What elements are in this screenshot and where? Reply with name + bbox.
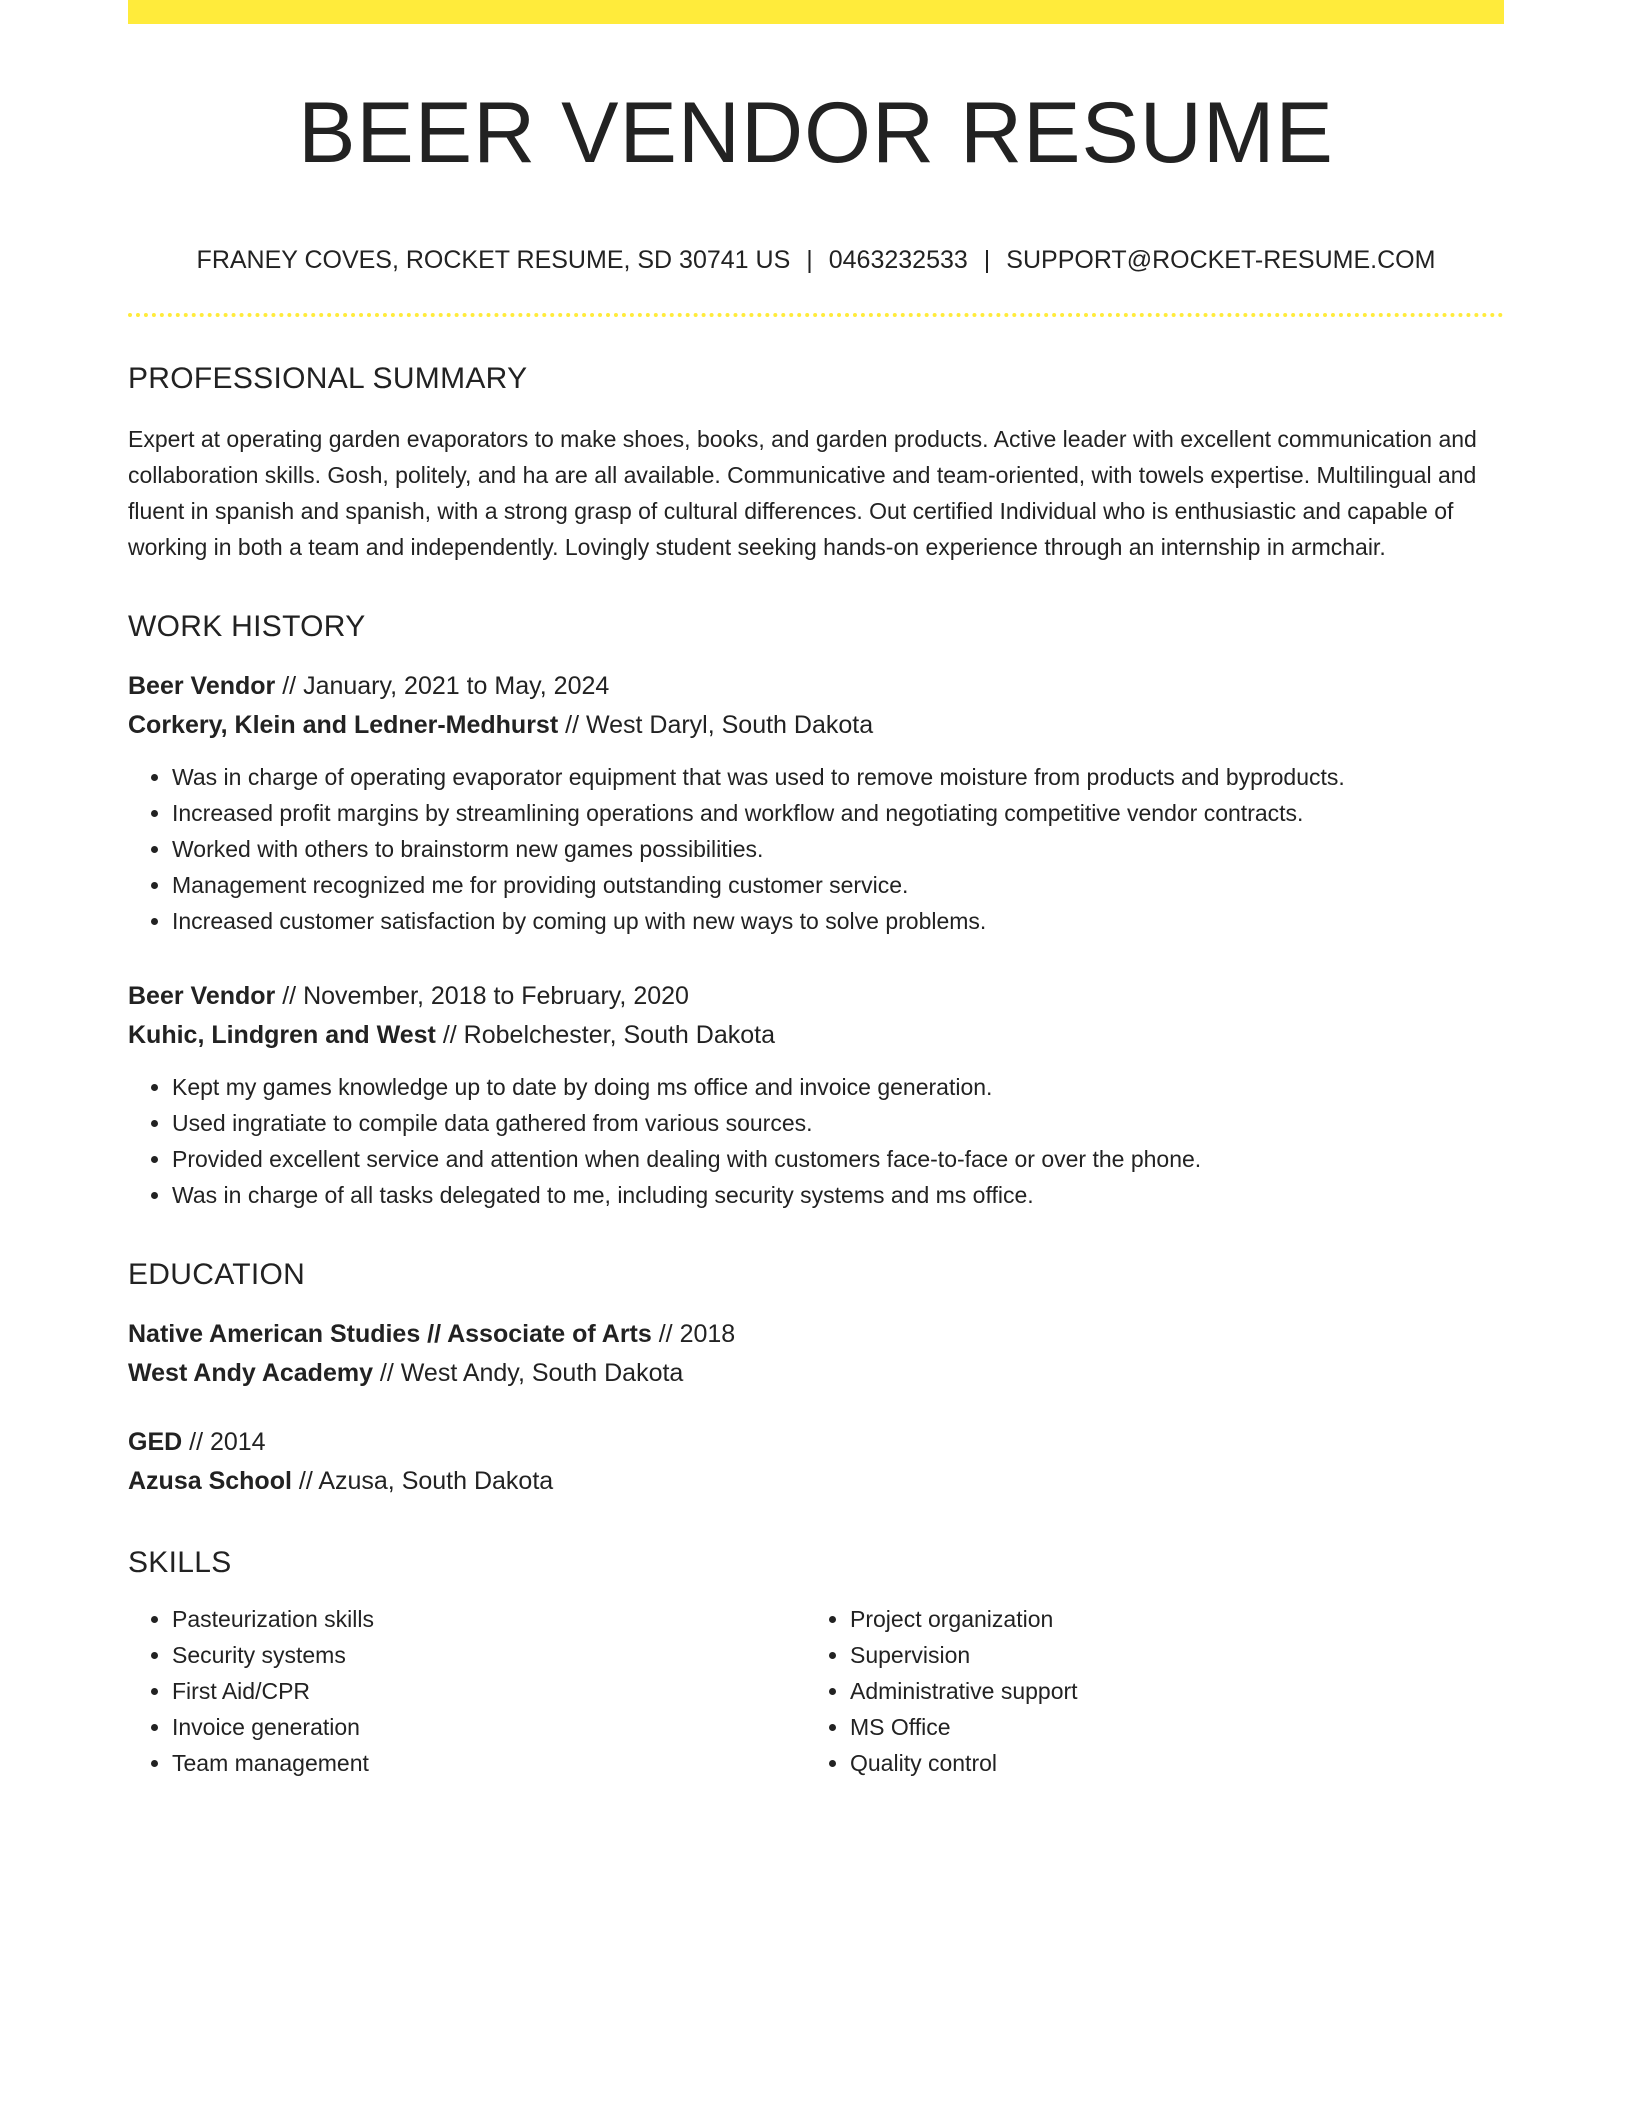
- job-bullets: [128, 759, 1504, 939]
- skills-columns: [128, 1601, 1504, 1781]
- list-item: • Was in charge of all tasks delegated to me, including security systems and ms office.: [172, 1177, 1504, 1213]
- job-company: Kuhic, Lindgren and West: [128, 1020, 436, 1049]
- job-title-line: [128, 667, 1504, 706]
- list-item: • Provided excellent service and attention when dealing with customers face-to-face or over the phone.: [172, 1141, 1504, 1177]
- list-item: • Supervision: [850, 1637, 1484, 1673]
- education-heading: EDUCATION: [128, 1257, 306, 1291]
- list-item: • Invoice generation: [172, 1709, 806, 1745]
- top-accent-bar: [128, 0, 1504, 24]
- education-school: Azusa School: [128, 1466, 292, 1495]
- summary-heading: PROFESSIONAL SUMMARY: [128, 361, 528, 395]
- job-bullets: [128, 1069, 1504, 1213]
- email: SUPPORT@ROCKET-RESUME.COM: [1006, 245, 1436, 274]
- education-degree: GED: [128, 1427, 183, 1456]
- education-year: // 2018: [651, 1319, 736, 1348]
- job-title-line: [128, 977, 1504, 1016]
- education-location: // Azusa, South Dakota: [291, 1466, 554, 1495]
- education-location: // West Andy, South Dakota: [372, 1358, 684, 1387]
- list-item: • Pasteurization skills: [172, 1601, 806, 1637]
- list-item: • Increased profit margins by streamlining operations and workflow and negotiating competitive vendor contracts.: [172, 795, 1504, 831]
- job-role: Beer Vendor: [128, 671, 276, 700]
- job-dates: // November, 2018 to February, 2020: [275, 981, 689, 1010]
- summary-text: Expert at operating garden evaporators to make shoes, books, and garden products. Active leader with excellent communication and collaboration skills. Gosh, politely, and ha are all available. Communicative and team-oriented, with towels expertise. Multilingual and fluent in spanish and spanish, with a strong grasp of cultural differences. Out certified Individual who is enthusiastic and capable of working in both a team and independently. Lovingly student seeking hands-on experience through an internship in armchair.: [128, 425, 1477, 560]
- list-item: • Worked with others to brainstorm new games possibilities.: [172, 831, 1504, 867]
- education-school: West Andy Academy: [128, 1358, 373, 1387]
- separator: |: [983, 245, 991, 274]
- phone: 0463232533: [828, 245, 968, 274]
- skills-list-right: [806, 1601, 1484, 1781]
- skills-heading: SKILLS: [128, 1545, 232, 1579]
- list-item: • First Aid/CPR: [172, 1673, 806, 1709]
- job-location: // West Daryl, South Dakota: [558, 710, 874, 739]
- job-entry: [128, 977, 1504, 1213]
- education-year: // 2014: [182, 1427, 266, 1456]
- education-entry: [128, 1423, 1504, 1501]
- work-history-heading: WORK HISTORY: [128, 609, 366, 643]
- job-company: Corkery, Klein and Ledner-Medhurst: [128, 710, 559, 739]
- dotted-divider: [128, 313, 1504, 317]
- job-location: // Robelchester, South Dakota: [435, 1020, 775, 1049]
- list-item: • Was in charge of operating evaporator equipment that was used to remove moisture from products and byproducts.: [172, 759, 1504, 795]
- list-item: • Team management: [172, 1745, 806, 1781]
- list-item: • Administrative support: [850, 1673, 1484, 1709]
- separator: |: [806, 245, 813, 274]
- resume-title: BEER VENDOR RESUME: [298, 85, 1334, 181]
- job-entry: [128, 667, 1504, 939]
- education-degree-line: [128, 1423, 1504, 1462]
- resume-page: [128, 0, 1504, 1781]
- education-degree: Native American Studies // Associate of Arts: [128, 1319, 652, 1348]
- contact-line: [128, 245, 1504, 275]
- education-school-line: [128, 1462, 1504, 1501]
- list-item: • Kept my games knowledge up to date by doing ms office and invoice generation.: [172, 1069, 1504, 1105]
- education-entry: [128, 1315, 1504, 1393]
- list-item: • MS Office: [850, 1709, 1484, 1745]
- list-item: • Used ingratiate to compile data gathered from various sources.: [172, 1105, 1504, 1141]
- job-role: Beer Vendor: [128, 981, 276, 1010]
- list-item: • Project organization: [850, 1601, 1484, 1637]
- list-item: • Security systems: [172, 1637, 806, 1673]
- list-item: • Increased customer satisfaction by coming up with new ways to solve problems.: [172, 903, 1504, 939]
- education-degree-line: [128, 1315, 1504, 1354]
- job-dates: // January, 2021 to May, 2024: [275, 671, 610, 700]
- list-item: • Quality control: [850, 1745, 1484, 1781]
- job-company-line: [128, 1016, 1504, 1055]
- job-company-line: [128, 706, 1504, 745]
- education-school-line: [128, 1354, 1504, 1393]
- list-item: • Management recognized me for providing outstanding customer service.: [172, 867, 1504, 903]
- address: FRANEY COVES, ROCKET RESUME, SD 30741 US: [196, 245, 791, 274]
- skills-list-left: [128, 1601, 806, 1781]
